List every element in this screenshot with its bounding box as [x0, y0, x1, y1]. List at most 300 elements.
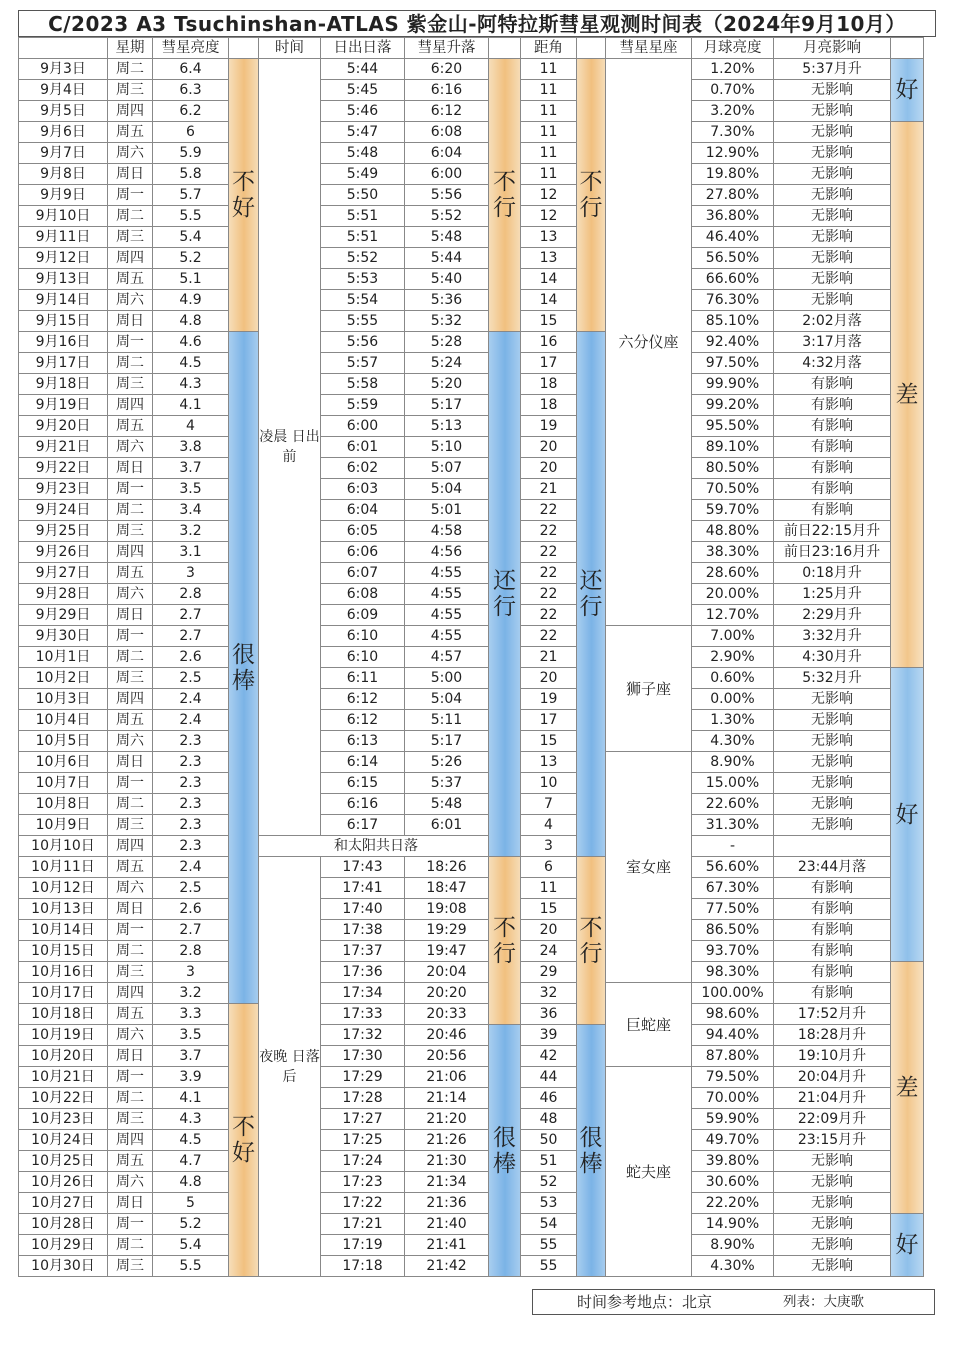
brightness-cell: 2.8: [153, 941, 229, 962]
elongation-cell: 12: [521, 185, 577, 206]
column-header: 彗星星座: [606, 38, 692, 59]
date-cell: 9月19日: [19, 395, 108, 416]
comet-rise-set-cell: 4:55: [405, 563, 489, 584]
weekday-cell: 周一: [108, 920, 153, 941]
weekday-cell: 周二: [108, 647, 153, 668]
elongation-cell: 55: [521, 1256, 577, 1277]
comet-rise-set-cell: 21:34: [405, 1172, 489, 1193]
brightness-cell: 3.2: [153, 983, 229, 1004]
comet-rise-set-cell: 4:56: [405, 542, 489, 563]
table-row: [19, 857, 924, 878]
moon-effect-cell: 17:52月升: [774, 1004, 891, 1025]
table-row: [19, 1235, 924, 1256]
sunrise-sunset-cell: 6:11: [321, 668, 405, 689]
sunrise-sunset-cell: 17:23: [321, 1172, 405, 1193]
comet-rise-set-cell: 5:40: [405, 269, 489, 290]
moon-effect-cell: 无影响: [774, 185, 891, 206]
moon-illumination-cell: 85.10%: [692, 311, 774, 332]
table-row: [19, 122, 924, 143]
sunrise-sunset-cell: 17:41: [321, 878, 405, 899]
table-row: [19, 710, 924, 731]
sunrise-sunset-cell: 5:48: [321, 143, 405, 164]
date-cell: 10月11日: [19, 857, 108, 878]
brightness-cell: 6: [153, 122, 229, 143]
date-cell: 10月12日: [19, 878, 108, 899]
moon-effect-cell: 无影响: [774, 1193, 891, 1214]
moon-effect-cell: 无影响: [774, 80, 891, 101]
moon-effect-cell: 无影响: [774, 710, 891, 731]
elongation-cell: 20: [521, 668, 577, 689]
weekday-cell: 周二: [108, 353, 153, 374]
brightness-cell: 5.4: [153, 1235, 229, 1256]
table-row: [19, 269, 924, 290]
sunrise-sunset-cell: 6:12: [321, 710, 405, 731]
moon-effect-cell: 无影响: [774, 815, 891, 836]
brightness-cell: 5.2: [153, 248, 229, 269]
date-cell: 9月12日: [19, 248, 108, 269]
elongation-cell: 53: [521, 1193, 577, 1214]
moon-effect-cell: 21:04月升: [774, 1088, 891, 1109]
author-credit: 列表：大庚歌: [783, 1294, 864, 1310]
date-cell: 9月7日: [19, 143, 108, 164]
brightness-cell: 2.3: [153, 731, 229, 752]
brightness-cell: 2.3: [153, 815, 229, 836]
moon-illumination-cell: 31.30%: [692, 815, 774, 836]
date-cell: 10月4日: [19, 710, 108, 731]
brightness-cell: 3.8: [153, 437, 229, 458]
moon-quality-band: 好: [891, 59, 924, 122]
moon-illumination-cell: 39.80%: [692, 1151, 774, 1172]
moon-effect-cell: 无影响: [774, 752, 891, 773]
elongation-cell: 55: [521, 1235, 577, 1256]
elongation-cell: 32: [521, 983, 577, 1004]
table-row: [19, 290, 924, 311]
comet-rise-set-cell: 4:55: [405, 605, 489, 626]
weekday-cell: 周一: [108, 332, 153, 353]
date-cell: 10月19日: [19, 1025, 108, 1046]
comet-rise-set-cell: 20:33: [405, 1004, 489, 1025]
weekday-cell: 周一: [108, 1067, 153, 1088]
weekday-cell: 周五: [108, 563, 153, 584]
reference-location: 时间参考地点：北京: [577, 1293, 713, 1311]
table-row: [19, 500, 924, 521]
date-cell: 10月2日: [19, 668, 108, 689]
comet-rise-set-cell: 21:14: [405, 1088, 489, 1109]
date-cell: 10月10日: [19, 836, 108, 857]
moon-quality-band: 差: [891, 122, 924, 668]
brightness-cell: 3: [153, 962, 229, 983]
table-row: [19, 899, 924, 920]
sunrise-sunset-cell: 5:51: [321, 206, 405, 227]
moon-illumination-cell: 95.50%: [692, 416, 774, 437]
elongation-cell: 4: [521, 815, 577, 836]
date-cell: 10月30日: [19, 1256, 108, 1277]
date-cell: 9月15日: [19, 311, 108, 332]
moon-quality-band: 好: [891, 668, 924, 962]
footer-note: [532, 1289, 935, 1315]
brightness-cell: 5: [153, 1193, 229, 1214]
moon-effect-cell: 1:25月升: [774, 584, 891, 605]
comet-rise-set-cell: 5:07: [405, 458, 489, 479]
weekday-cell: 周五: [108, 1004, 153, 1025]
date-cell: 10月23日: [19, 1109, 108, 1130]
sunrise-sunset-cell: 6:01: [321, 437, 405, 458]
moon-effect-cell: 无影响: [774, 773, 891, 794]
brightness-cell: 2.7: [153, 626, 229, 647]
elongation-cell: 42: [521, 1046, 577, 1067]
moon-illumination-cell: 93.70%: [692, 941, 774, 962]
moon-illumination-cell: 2.90%: [692, 647, 774, 668]
elongation-cell: 18: [521, 374, 577, 395]
moon-illumination-cell: 12.70%: [692, 605, 774, 626]
table-row: [19, 773, 924, 794]
date-cell: 10月5日: [19, 731, 108, 752]
comet-rise-set-cell: 21:06: [405, 1067, 489, 1088]
weekday-cell: 周四: [108, 689, 153, 710]
moon-illumination-cell: 92.40%: [692, 332, 774, 353]
brightness-cell: 5.9: [153, 143, 229, 164]
moon-illumination-cell: 87.80%: [692, 1046, 774, 1067]
elongation-cell: 15: [521, 311, 577, 332]
date-cell: 9月17日: [19, 353, 108, 374]
elongation-cell: 14: [521, 290, 577, 311]
moon-illumination-cell: 1.30%: [692, 710, 774, 731]
moon-illumination-cell: 7.00%: [692, 626, 774, 647]
moon-effect-cell: 有影响: [774, 899, 891, 920]
weekday-cell: 周三: [108, 521, 153, 542]
moon-illumination-cell: 12.90%: [692, 143, 774, 164]
table-row: [19, 521, 924, 542]
sunrise-sunset-cell: 17:28: [321, 1088, 405, 1109]
moon-effect-cell: 前日23:16月升: [774, 542, 891, 563]
sunrise-sunset-cell: 17:30: [321, 1046, 405, 1067]
sunrise-sunset-cell: 17:38: [321, 920, 405, 941]
elongation-cell: 11: [521, 143, 577, 164]
moon-effect-cell: 前日22:15月升: [774, 521, 891, 542]
date-cell: 10月28日: [19, 1214, 108, 1235]
column-header: 月亮影响: [774, 38, 891, 59]
column-header: [229, 38, 259, 59]
brightness-cell: 2.8: [153, 584, 229, 605]
brightness-cell: 4.9: [153, 290, 229, 311]
moon-illumination-cell: 48.80%: [692, 521, 774, 542]
weekday-cell: 周二: [108, 1088, 153, 1109]
date-cell: 9月14日: [19, 290, 108, 311]
column-header: [19, 38, 108, 59]
weekday-cell: 周四: [108, 983, 153, 1004]
moon-effect-cell: 22:09月升: [774, 1109, 891, 1130]
comet-rise-set-cell: 21:20: [405, 1109, 489, 1130]
brightness-cell: 4.3: [153, 1109, 229, 1130]
table-row: [19, 143, 924, 164]
date-cell: 10月24日: [19, 1130, 108, 1151]
column-header: 时间: [259, 38, 321, 59]
weekday-cell: 周二: [108, 59, 153, 80]
brightness-cell: 2.6: [153, 899, 229, 920]
weekday-cell: 周日: [108, 605, 153, 626]
sunrise-sunset-cell: 5:51: [321, 227, 405, 248]
sunrise-sunset-cell: 5:57: [321, 353, 405, 374]
comet-rise-set-cell: 6:01: [405, 815, 489, 836]
moon-illumination-cell: 0.60%: [692, 668, 774, 689]
weekday-cell: 周六: [108, 878, 153, 899]
table-row: [19, 878, 924, 899]
moon-effect-cell: 有影响: [774, 941, 891, 962]
moon-effect-cell: 23:15月升: [774, 1130, 891, 1151]
brightness-cell: 4.5: [153, 353, 229, 374]
moon-effect-cell: 有影响: [774, 920, 891, 941]
comet-rise-set-cell: 5:04: [405, 479, 489, 500]
weekday-cell: 周四: [108, 836, 153, 857]
table-row: [19, 1046, 924, 1067]
date-cell: 9月3日: [19, 59, 108, 80]
sunrise-sunset-cell: 17:24: [321, 1151, 405, 1172]
table-row: [19, 1109, 924, 1130]
weekday-cell: 周五: [108, 710, 153, 731]
rise-quality-band: 很棒: [489, 1025, 521, 1277]
moon-illumination-cell: 3.20%: [692, 101, 774, 122]
sunrise-sunset-cell: 5:45: [321, 80, 405, 101]
comet-rise-set-cell: 5:56: [405, 185, 489, 206]
table-row: [19, 437, 924, 458]
sunrise-sunset-cell: 17:21: [321, 1214, 405, 1235]
brightness-cell: 6.2: [153, 101, 229, 122]
moon-illumination-cell: 66.60%: [692, 269, 774, 290]
weekday-cell: 周六: [108, 731, 153, 752]
date-cell: 10月20日: [19, 1046, 108, 1067]
moon-illumination-cell: 46.40%: [692, 227, 774, 248]
date-cell: 10月14日: [19, 920, 108, 941]
weekday-cell: 周四: [108, 542, 153, 563]
elongation-cell: 11: [521, 878, 577, 899]
weekday-cell: 周二: [108, 500, 153, 521]
sunrise-sunset-cell: 5:50: [321, 185, 405, 206]
comet-rise-set-cell: 4:55: [405, 584, 489, 605]
moon-effect-cell: 3:17月落: [774, 332, 891, 353]
weekday-cell: 周一: [108, 185, 153, 206]
rise-quality-band: 不行: [489, 857, 521, 1025]
elongation-cell: 22: [521, 542, 577, 563]
date-cell: 9月8日: [19, 164, 108, 185]
elongation-cell: 22: [521, 521, 577, 542]
date-cell: 10月17日: [19, 983, 108, 1004]
table-row: [19, 563, 924, 584]
brightness-cell: 4.8: [153, 1172, 229, 1193]
weekday-cell: 周三: [108, 815, 153, 836]
table-row: [19, 626, 924, 647]
moon-illumination-cell: 94.40%: [692, 1025, 774, 1046]
comet-rise-set-cell: 18:26: [405, 857, 489, 878]
schedule-table-wrapper: [18, 37, 924, 1277]
sunrise-sunset-cell: 6:09: [321, 605, 405, 626]
moon-effect-cell: 无影响: [774, 101, 891, 122]
brightness-cell: 3.9: [153, 1067, 229, 1088]
date-cell: 9月13日: [19, 269, 108, 290]
constellation-band: 六分仪座: [606, 59, 692, 626]
moon-effect-cell: 无影响: [774, 227, 891, 248]
date-cell: 10月29日: [19, 1235, 108, 1256]
brightness-cell: 6.4: [153, 59, 229, 80]
weekday-cell: 周一: [108, 1214, 153, 1235]
moon-illumination-cell: 0.00%: [692, 689, 774, 710]
moon-effect-cell: 2:29月升: [774, 605, 891, 626]
sunrise-sunset-cell: 17:33: [321, 1004, 405, 1025]
date-cell: 9月16日: [19, 332, 108, 353]
rise-quality-band: 还行: [489, 332, 521, 857]
elongation-cell: 48: [521, 1109, 577, 1130]
comet-rise-set-cell: 4:55: [405, 626, 489, 647]
constellation-band: 蛇夫座: [606, 1067, 692, 1277]
moon-effect-cell: 2:02月落: [774, 311, 891, 332]
sunrise-sunset-cell: 6:10: [321, 647, 405, 668]
date-cell: 9月25日: [19, 521, 108, 542]
weekday-cell: 周三: [108, 1256, 153, 1277]
date-cell: 9月21日: [19, 437, 108, 458]
sunrise-sunset-cell: 6:00: [321, 416, 405, 437]
sunrise-sunset-cell: 5:46: [321, 101, 405, 122]
table-row: [19, 80, 924, 101]
column-header: 彗星亮度: [153, 38, 229, 59]
sunrise-sunset-cell: 5:54: [321, 290, 405, 311]
sunrise-sunset-cell: 5:56: [321, 332, 405, 353]
weekday-cell: 周五: [108, 416, 153, 437]
column-header: [577, 38, 606, 59]
weekday-cell: 周五: [108, 122, 153, 143]
comet-rise-set-cell: 5:24: [405, 353, 489, 374]
elongation-cell: 3: [521, 836, 577, 857]
elongation-cell: 21: [521, 479, 577, 500]
moon-illumination-cell: 14.90%: [692, 1214, 774, 1235]
moon-illumination-cell: 70.50%: [692, 479, 774, 500]
brightness-quality-band: 不好: [229, 1004, 259, 1277]
moon-quality-band: 好: [891, 1214, 924, 1277]
moon-effect-cell: 有影响: [774, 962, 891, 983]
table-row: [19, 416, 924, 437]
brightness-cell: 5.5: [153, 1256, 229, 1277]
moon-illumination-cell: 56.60%: [692, 857, 774, 878]
date-cell: 9月10日: [19, 206, 108, 227]
weekday-cell: 周三: [108, 1109, 153, 1130]
date-cell: 9月6日: [19, 122, 108, 143]
sunrise-sunset-cell: 6:03: [321, 479, 405, 500]
comet-rise-set-cell: 5:28: [405, 332, 489, 353]
comet-rise-set-cell: 6:20: [405, 59, 489, 80]
comet-rise-set-cell: 6:08: [405, 122, 489, 143]
date-cell: 9月18日: [19, 374, 108, 395]
comet-rise-set-cell: 20:56: [405, 1046, 489, 1067]
elongation-cell: 29: [521, 962, 577, 983]
moon-illumination-cell: 70.00%: [692, 1088, 774, 1109]
table-row: [19, 374, 924, 395]
comet-rise-set-cell: 20:20: [405, 983, 489, 1004]
moon-effect-cell: 有影响: [774, 500, 891, 521]
date-cell: 10月15日: [19, 941, 108, 962]
weekday-cell: 周五: [108, 857, 153, 878]
moon-effect-cell: [774, 836, 891, 857]
schedule-table: [18, 37, 924, 1277]
brightness-cell: 3.5: [153, 479, 229, 500]
moon-effect-cell: 无影响: [774, 1172, 891, 1193]
table-row: [19, 59, 924, 80]
sunrise-sunset-cell: 17:40: [321, 899, 405, 920]
table-row: [19, 1004, 924, 1025]
moon-illumination-cell: 7.30%: [692, 122, 774, 143]
brightness-cell: 3: [153, 563, 229, 584]
comet-rise-set-cell: 21:36: [405, 1193, 489, 1214]
sunrise-sunset-cell: 6:14: [321, 752, 405, 773]
table-row: [19, 689, 924, 710]
brightness-cell: 4: [153, 416, 229, 437]
column-header: 日出日落: [321, 38, 405, 59]
moon-illumination-cell: 99.90%: [692, 374, 774, 395]
comet-rise-set-cell: 5:36: [405, 290, 489, 311]
rise-quality-band: 不行: [489, 59, 521, 332]
comet-rise-set-cell: 5:13: [405, 416, 489, 437]
table-row: [19, 1067, 924, 1088]
table-row: [19, 332, 924, 353]
elongation-cell: 24: [521, 941, 577, 962]
weekday-cell: 周日: [108, 899, 153, 920]
table-row: [19, 752, 924, 773]
elongation-quality-band: 不行: [577, 59, 606, 332]
comet-rise-set-cell: 6:16: [405, 80, 489, 101]
weekday-cell: 周四: [108, 395, 153, 416]
elongation-cell: 44: [521, 1067, 577, 1088]
sunrise-sunset-cell: 6:05: [321, 521, 405, 542]
moon-effect-cell: 无影响: [774, 290, 891, 311]
weekday-cell: 周四: [108, 101, 153, 122]
table-row: [19, 1193, 924, 1214]
comet-rise-set-cell: 21:42: [405, 1256, 489, 1277]
column-header: 距角: [521, 38, 577, 59]
brightness-cell: 3.1: [153, 542, 229, 563]
brightness-cell: 4.7: [153, 1151, 229, 1172]
date-cell: 10月8日: [19, 794, 108, 815]
sunrise-sunset-cell: 5:44: [321, 59, 405, 80]
moon-illumination-cell: 100.00%: [692, 983, 774, 1004]
moon-effect-cell: 无影响: [774, 143, 891, 164]
moon-effect-cell: 有影响: [774, 458, 891, 479]
moon-effect-cell: 无影响: [774, 1256, 891, 1277]
moon-effect-cell: 3:32月升: [774, 626, 891, 647]
elongation-cell: 39: [521, 1025, 577, 1046]
moon-illumination-cell: -: [692, 836, 774, 857]
elongation-cell: 13: [521, 752, 577, 773]
comet-rise-set-cell: 5:52: [405, 206, 489, 227]
elongation-cell: 22: [521, 605, 577, 626]
elongation-cell: 16: [521, 332, 577, 353]
elongation-cell: 15: [521, 731, 577, 752]
sunrise-sunset-cell: 17:22: [321, 1193, 405, 1214]
comet-rise-set-cell: 5:00: [405, 668, 489, 689]
comet-rise-set-cell: 18:47: [405, 878, 489, 899]
elongation-cell: 21: [521, 647, 577, 668]
brightness-cell: 3.7: [153, 458, 229, 479]
moon-illumination-cell: 0.70%: [692, 80, 774, 101]
elongation-cell: 7: [521, 794, 577, 815]
moon-effect-cell: 无影响: [774, 689, 891, 710]
moon-illumination-cell: 77.50%: [692, 899, 774, 920]
date-cell: 10月9日: [19, 815, 108, 836]
brightness-cell: 5.7: [153, 185, 229, 206]
sunrise-sunset-cell: 6:07: [321, 563, 405, 584]
comet-rise-set-cell: 6:00: [405, 164, 489, 185]
brightness-cell: 3.4: [153, 500, 229, 521]
comet-rise-set-cell: 5:01: [405, 500, 489, 521]
constellation-band: 狮子座: [606, 626, 692, 752]
comet-rise-set-cell: 19:29: [405, 920, 489, 941]
comet-rise-set-cell: 19:47: [405, 941, 489, 962]
